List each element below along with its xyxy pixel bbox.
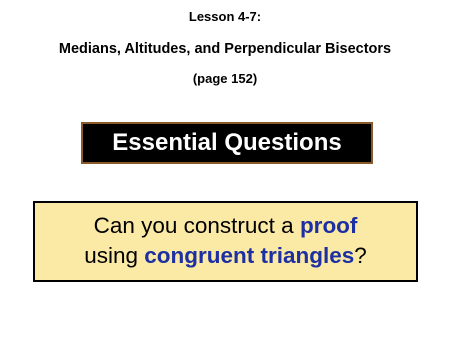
question-line-2-text: using [84, 243, 145, 268]
keyword-proof: proof [299, 213, 358, 238]
page-reference: (page 152) [192, 71, 258, 86]
question-line-1 [35, 211, 416, 241]
essential-questions-banner: Essential Questions [81, 122, 373, 164]
question-line-2 [35, 241, 416, 271]
lesson-label: Lesson 4-7: [188, 9, 262, 24]
question-line-1-text: Can you construct a [93, 213, 300, 238]
essential-question-box [33, 201, 418, 282]
question-mark: ? [354, 243, 367, 268]
lesson-title: Medians, Altitudes, and Perpendicular Bisectors [58, 41, 392, 57]
keyword-congruent-triangles: congruent triangles [144, 243, 355, 268]
